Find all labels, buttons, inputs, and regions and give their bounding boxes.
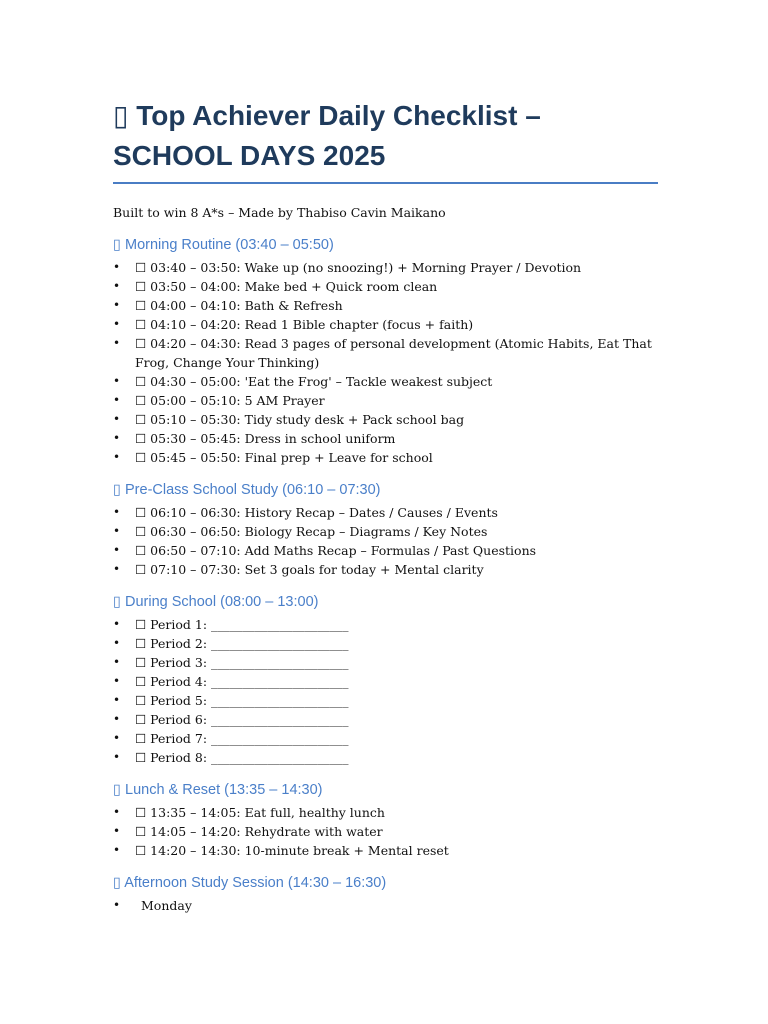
section-heading: ▯ Morning Routine (03:40 – 05:50) bbox=[113, 237, 334, 253]
item-text: ☐ Period 4: ______________________ bbox=[135, 674, 349, 689]
item-text: ☐ 14:05 – 14:20: Rehydrate with water bbox=[135, 824, 383, 839]
checklist bbox=[113, 503, 658, 579]
bullet-icon: • bbox=[113, 843, 121, 857]
bullet-icon: • bbox=[113, 374, 121, 388]
item-text: ☐ Period 7: ______________________ bbox=[135, 731, 349, 746]
section-heading: ▯ Lunch & Reset (13:35 – 14:30) bbox=[113, 782, 323, 798]
bullet-icon: • bbox=[113, 636, 121, 650]
bullet-icon: • bbox=[113, 524, 121, 538]
item-text: ☐ Period 6: ______________________ bbox=[135, 712, 349, 727]
bullet-icon: • bbox=[113, 712, 121, 726]
checklist-item[interactable] bbox=[113, 615, 658, 634]
checklist bbox=[113, 896, 658, 915]
checklist-item[interactable] bbox=[113, 522, 658, 541]
item-text: ☐ Period 8: ______________________ bbox=[135, 750, 349, 765]
bullet-icon: • bbox=[113, 543, 121, 557]
item-text: ☐ 03:50 – 04:00: Make bed + Quick room clean bbox=[135, 279, 438, 294]
checklist-item[interactable] bbox=[113, 410, 658, 429]
item-text: ☐ 05:30 – 05:45: Dress in school uniform bbox=[135, 431, 396, 446]
title-line-1: ▯ Top Achiever Daily Checklist – bbox=[113, 100, 541, 131]
section-heading: ▯ During School (08:00 – 13:00) bbox=[113, 594, 319, 610]
section-morning-routine bbox=[113, 235, 658, 467]
bullet-icon: • bbox=[113, 655, 121, 669]
section-heading: ▯ Afternoon Study Session (14:30 – 16:30) bbox=[113, 875, 387, 891]
checklist-item[interactable] bbox=[113, 653, 658, 672]
bullet-icon: • bbox=[113, 824, 121, 838]
checklist-item[interactable] bbox=[113, 691, 658, 710]
checklist-item[interactable] bbox=[113, 541, 658, 560]
bullet-icon: • bbox=[113, 898, 121, 912]
bullet-icon: • bbox=[113, 674, 121, 688]
bullet-icon: • bbox=[113, 731, 121, 745]
list-item bbox=[113, 896, 658, 915]
item-text: ☐ 06:10 – 06:30: History Recap – Dates / Causes / Events bbox=[135, 505, 498, 520]
section-heading: ▯ Pre-Class School Study (06:10 – 07:30) bbox=[113, 482, 381, 498]
checklist-item[interactable] bbox=[113, 560, 658, 579]
title-line-2: SCHOOL DAYS 2025 bbox=[113, 140, 386, 171]
section-during-school bbox=[113, 592, 658, 767]
checklist-item[interactable] bbox=[113, 822, 658, 841]
bullet-icon: • bbox=[113, 617, 121, 631]
checklist-item[interactable] bbox=[113, 672, 658, 691]
bullet-icon: • bbox=[113, 693, 121, 707]
checklist-item[interactable] bbox=[113, 841, 658, 860]
item-text: ☐ Period 2: ______________________ bbox=[135, 636, 349, 651]
checklist bbox=[113, 615, 658, 767]
item-text: ☐ 05:45 – 05:50: Final prep + Leave for school bbox=[135, 450, 433, 465]
item-text: ☐ Period 5: ______________________ bbox=[135, 693, 349, 708]
section-pre-class-study bbox=[113, 480, 658, 579]
item-text: ☐ 06:30 – 06:50: Biology Recap – Diagrams / Key Notes bbox=[135, 524, 488, 539]
item-text: ☐ 05:00 – 05:10: 5 AM Prayer bbox=[135, 393, 325, 408]
checklist-item[interactable] bbox=[113, 729, 658, 748]
bullet-icon: • bbox=[113, 412, 121, 426]
item-text: ☐ 05:10 – 05:30: Tidy study desk + Pack school bag bbox=[135, 412, 465, 427]
checklist-item[interactable] bbox=[113, 391, 658, 410]
section-afternoon-study bbox=[113, 873, 658, 915]
item-text: Monday bbox=[141, 898, 192, 913]
bullet-icon: • bbox=[113, 805, 121, 819]
checklist bbox=[113, 258, 658, 467]
item-text: ☐ Period 1: ______________________ bbox=[135, 617, 349, 632]
bullet-icon: • bbox=[113, 336, 121, 350]
bullet-icon: • bbox=[113, 431, 121, 445]
bullet-icon: • bbox=[113, 298, 121, 312]
checklist-item[interactable] bbox=[113, 372, 658, 391]
checklist-item[interactable] bbox=[113, 315, 658, 334]
checklist-item[interactable] bbox=[113, 710, 658, 729]
checklist-item[interactable] bbox=[113, 634, 658, 653]
bullet-icon: • bbox=[113, 260, 121, 274]
checklist-item[interactable] bbox=[113, 334, 658, 372]
item-text: ☐ 13:35 – 14:05: Eat full, healthy lunch bbox=[135, 805, 385, 820]
bullet-icon: • bbox=[113, 279, 121, 293]
item-text: ☐ Period 3: ______________________ bbox=[135, 655, 349, 670]
checklist bbox=[113, 803, 658, 860]
item-text: ☐ 04:20 – 04:30: Read 3 pages of personal development (Atomic Habits, Eat That Frog, Change Your Thinking) bbox=[135, 336, 652, 370]
item-text: ☐ 03:40 – 03:50: Wake up (no snoozing!) + Morning Prayer / Devotion bbox=[135, 260, 582, 275]
item-text: ☐ 04:30 – 05:00: 'Eat the Frog' – Tackle weakest subject bbox=[135, 374, 493, 389]
section-lunch-reset bbox=[113, 780, 658, 860]
bullet-icon: • bbox=[113, 750, 121, 764]
checklist-item[interactable] bbox=[113, 748, 658, 767]
item-text: ☐ 14:20 – 14:30: 10-minute break + Mental reset bbox=[135, 843, 449, 858]
bullet-icon: • bbox=[113, 393, 121, 407]
item-text: ☐ 04:10 – 04:20: Read 1 Bible chapter (focus + faith) bbox=[135, 317, 474, 332]
bullet-icon: • bbox=[113, 505, 121, 519]
checklist-item[interactable] bbox=[113, 803, 658, 822]
bullet-icon: • bbox=[113, 317, 121, 331]
checklist-item[interactable] bbox=[113, 277, 658, 296]
item-text: ☐ 07:10 – 07:30: Set 3 goals for today + Mental clarity bbox=[135, 562, 484, 577]
checklist-item[interactable] bbox=[113, 448, 658, 467]
page-title bbox=[113, 96, 658, 184]
checklist-item[interactable] bbox=[113, 258, 658, 277]
item-text: ☐ 04:00 – 04:10: Bath & Refresh bbox=[135, 298, 343, 313]
checklist-item[interactable] bbox=[113, 503, 658, 522]
bullet-icon: • bbox=[113, 450, 121, 464]
checklist-item[interactable] bbox=[113, 296, 658, 315]
item-text: ☐ 06:50 – 07:10: Add Maths Recap – Formulas / Past Questions bbox=[135, 543, 537, 558]
bullet-icon: • bbox=[113, 562, 121, 576]
subtitle: Built to win 8 A*s – Made by Thabiso Cavin Maikano bbox=[113, 205, 446, 220]
checklist-item[interactable] bbox=[113, 429, 658, 448]
document-page bbox=[113, 96, 658, 915]
